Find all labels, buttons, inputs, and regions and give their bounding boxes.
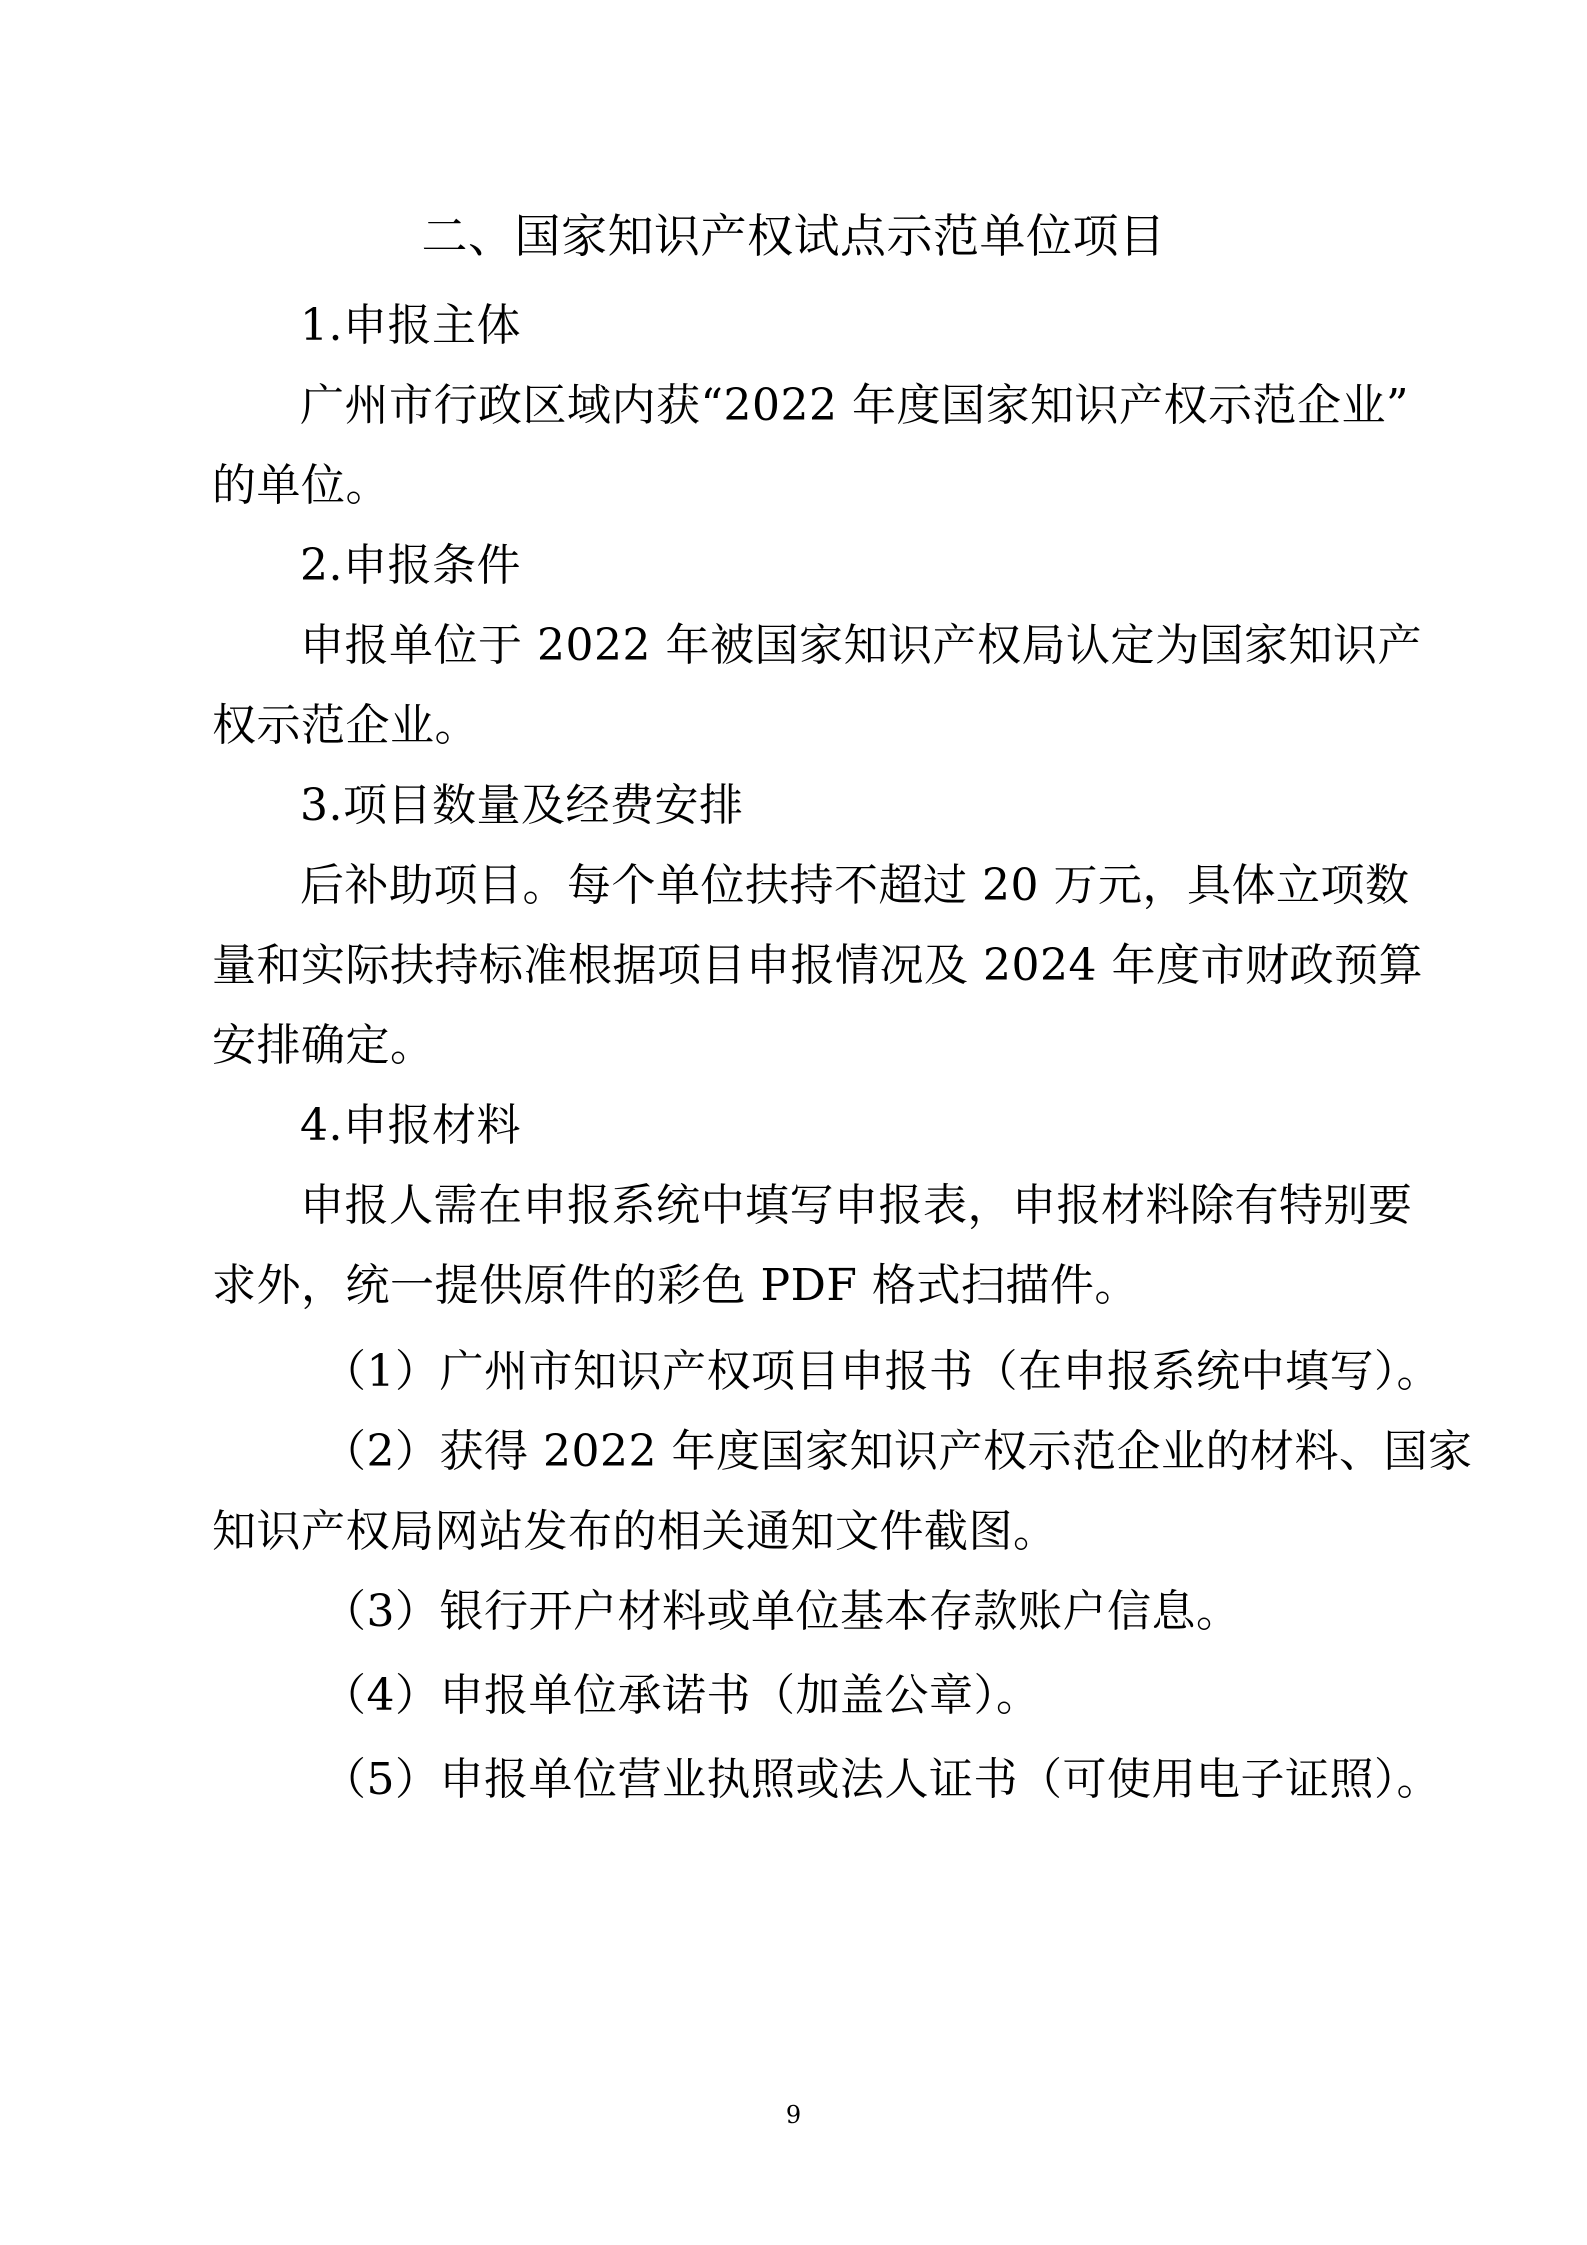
section-4-text-line-2: 求外，统一提供原件的彩色 PDF 格式扫描件。 [212, 1260, 1139, 1311]
material-item-1: （1）广州市知识产权项目申报书（在申报系统中填写）。 [322, 1346, 1441, 1397]
section-2-text-line-2: 权示范企业。 [212, 700, 479, 751]
section-1-text-line-1: 广州市行政区域内获“2022 年度国家知识产权示范企业” [300, 380, 1409, 431]
material-item-3: （3）银行开户材料或单位基本存款账户信息。 [322, 1586, 1241, 1637]
section-4-text-line-1: 申报人需在申报系统中填写申报表，申报材料除有特别要 [300, 1180, 1413, 1231]
section-1-heading: 1.申报主体 [300, 300, 521, 351]
section-2-heading: 2.申报条件 [300, 540, 521, 591]
section-1-text-line-2: 的单位。 [212, 460, 390, 511]
material-item-5: （5）申报单位营业执照或法人证书（可使用电子证照）。 [322, 1754, 1441, 1805]
material-item-2-line-2: 知识产权局网站发布的相关通知文件截图。 [212, 1506, 1058, 1557]
section-3-heading: 3.项目数量及经费安排 [300, 780, 744, 831]
material-item-2-line-1: （2）获得 2022 年度国家知识产权示范企业的材料、国家 [322, 1426, 1473, 1477]
page-number: 9 [785, 2101, 802, 2129]
section-3-text-line-1: 后补助项目。每个单位扶持不超过 20 万元，具体立项数 [300, 860, 1410, 911]
material-item-4: （4）申报单位承诺书（加盖公章）。 [322, 1670, 1041, 1721]
page-title: 二、国家知识产权试点示范单位项目 [421, 209, 1166, 263]
section-3-text-line-3: 安排确定。 [212, 1020, 435, 1071]
section-3-text-line-2: 量和实际扶持标准根据项目申报情况及 2024 年度市财政预算 [212, 940, 1423, 991]
section-2-text-line-1: 申报单位于 2022 年被国家知识产权局认定为国家知识产 [300, 620, 1422, 671]
section-4-heading: 4.申报材料 [300, 1100, 521, 1151]
